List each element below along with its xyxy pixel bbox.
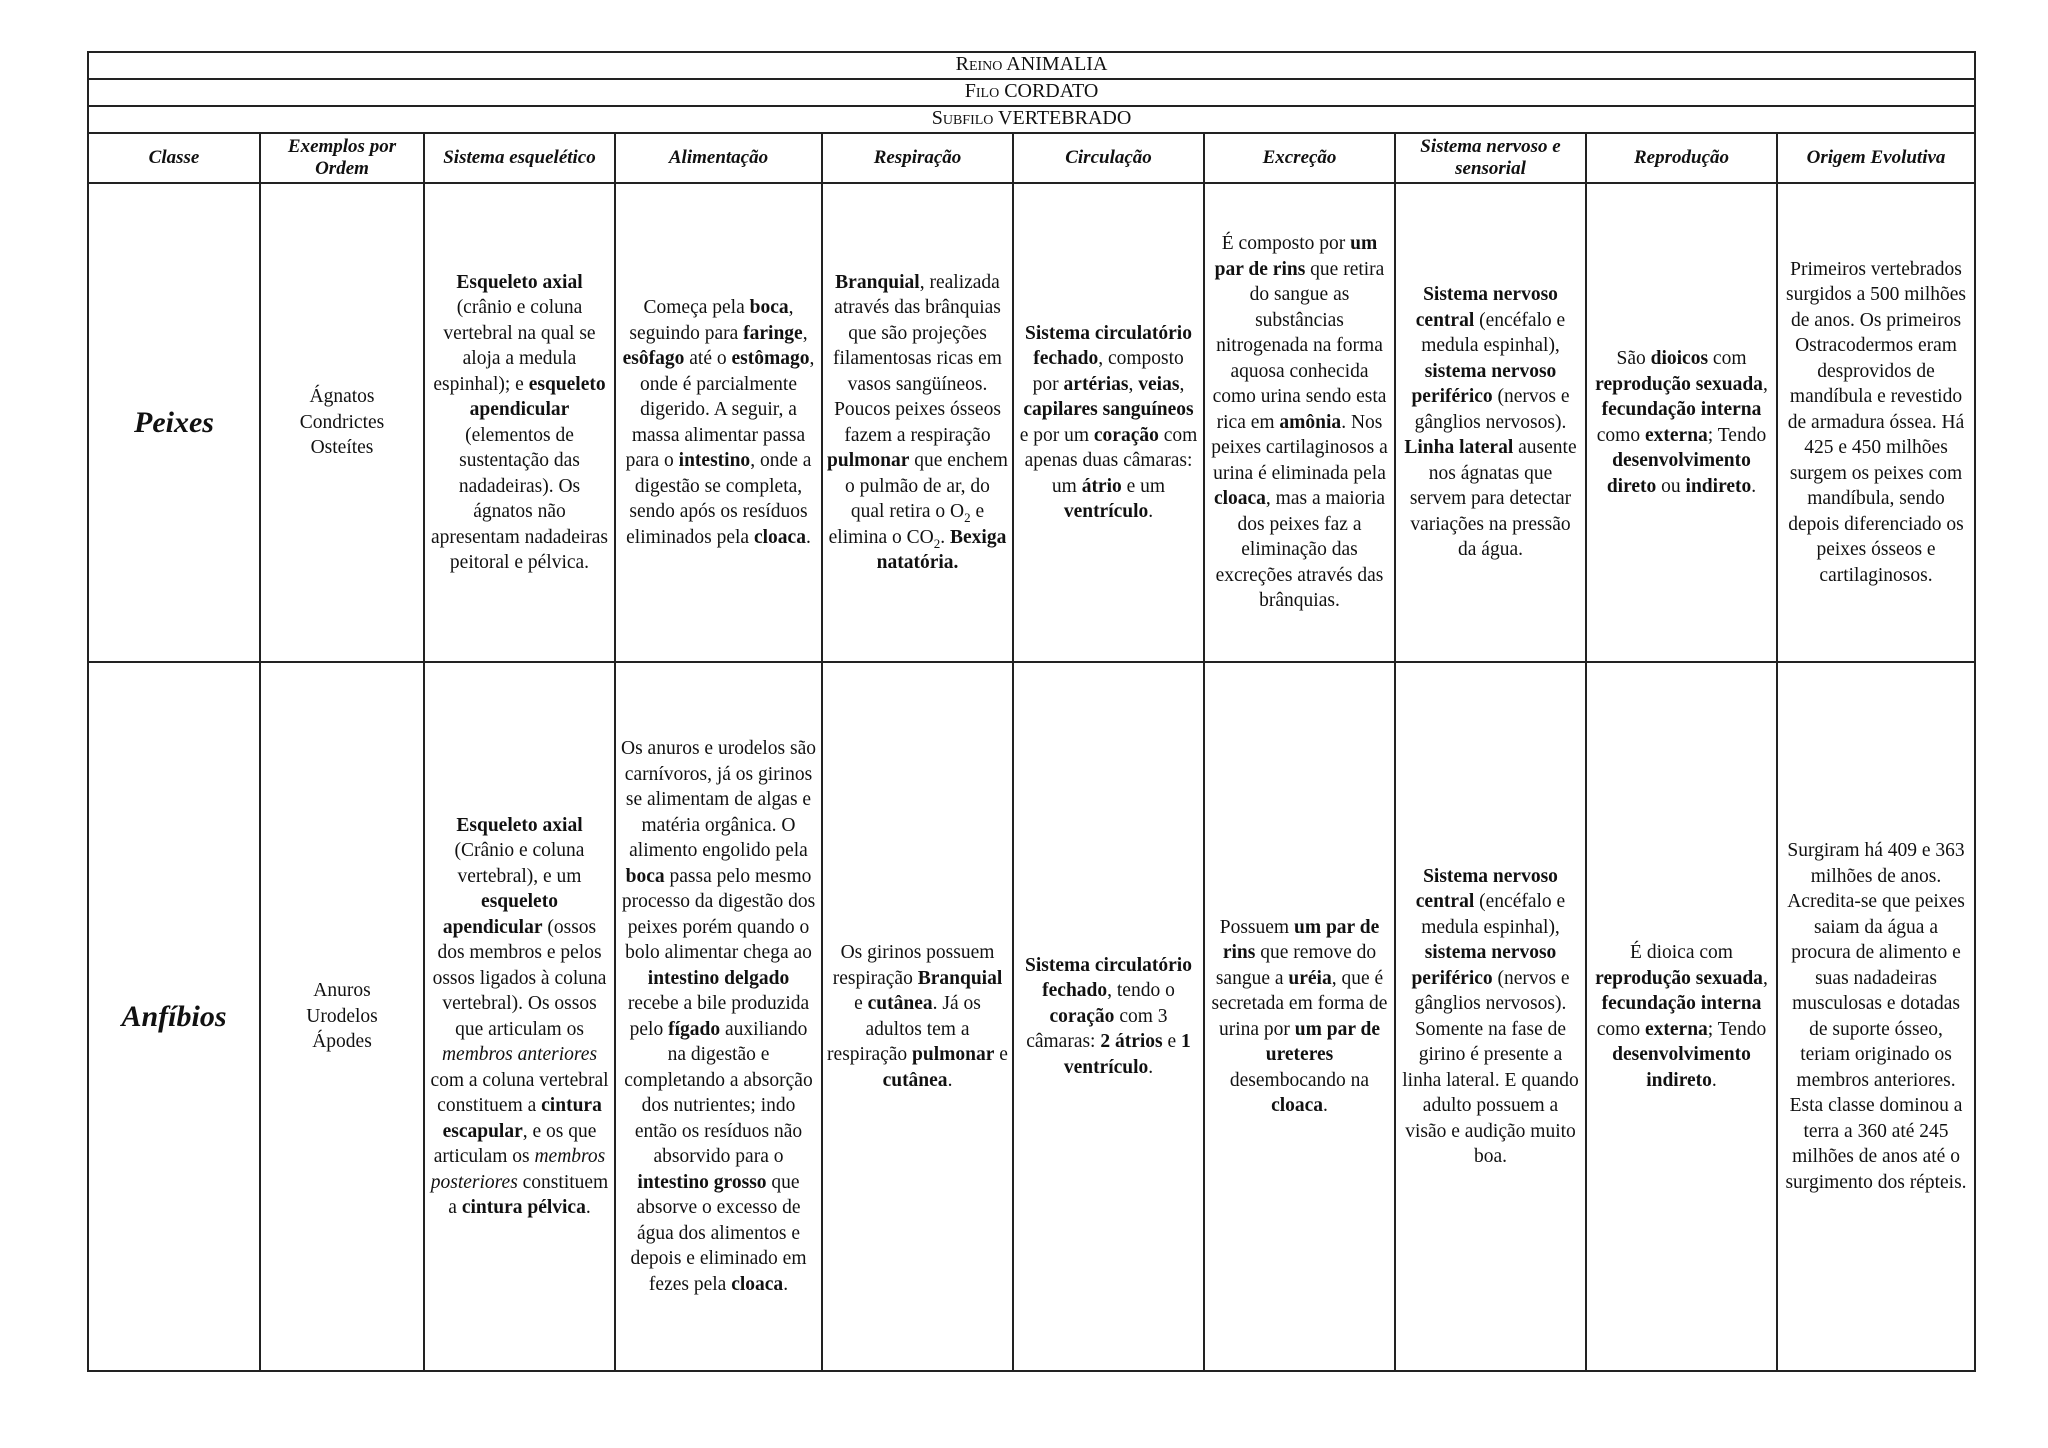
cell-origem-evolutiva bbox=[1777, 183, 1975, 662]
text-segment: Linha lateral bbox=[1404, 437, 1514, 459]
cell-sistema-esqueletico bbox=[424, 662, 615, 1371]
text-segment: (nervos e gânglios nervosos). Somente na fase de girino é presente a linha lateral. E quando adulto possuem a visão e audição muito boa. bbox=[1402, 967, 1579, 1167]
header-classe: Classe bbox=[88, 133, 260, 183]
text-segment: , e os que articulam os bbox=[433, 1120, 597, 1167]
text-segment: pulmonar bbox=[912, 1044, 995, 1065]
taxonomy-table bbox=[87, 51, 1976, 1372]
text-segment: sistema nervoso periférico bbox=[1411, 360, 1557, 408]
text-segment: desenvolvimento direto bbox=[1606, 450, 1751, 497]
header-circulacao: Circulação bbox=[1013, 133, 1204, 183]
header-excrecao: Excreção bbox=[1204, 133, 1395, 183]
cell-circulacao bbox=[1013, 662, 1204, 1371]
text-segment: , bbox=[1762, 967, 1768, 989]
text-segment: cintura pélvica bbox=[461, 1197, 586, 1218]
text-segment: externa bbox=[1644, 424, 1708, 446]
text-segment: um par de rins bbox=[1222, 916, 1380, 963]
text-segment: esôfago bbox=[622, 348, 685, 369]
text-segment: desembocando na bbox=[1229, 1069, 1370, 1091]
text-segment: capilares sanguíneos bbox=[1023, 399, 1194, 420]
text-segment: que absorve o excesso de água dos alimentos e depois e eliminado em fezes pela bbox=[630, 1171, 807, 1295]
text-segment: e bbox=[994, 1044, 1008, 1065]
text-segment: auxiliando na digestão e completando a absorção dos nutrientes; indo então os resíduos não absorvido para o bbox=[624, 1018, 813, 1167]
cell-exemplos bbox=[260, 183, 424, 662]
text-segment: . bbox=[805, 526, 811, 548]
cell-alimentacao bbox=[615, 183, 822, 662]
cell-reproducao bbox=[1586, 183, 1777, 662]
cell-excrecao bbox=[1204, 662, 1395, 1371]
text-segment: esqueleto apendicular bbox=[442, 891, 558, 938]
text-segment: constituem a bbox=[448, 1171, 609, 1218]
text-segment: . bbox=[1323, 1095, 1328, 1116]
text-segment: , onde a digestão se completa, sendo após os resíduos eliminados pela bbox=[626, 450, 812, 548]
text-segment: fígado bbox=[668, 1018, 721, 1040]
text-segment: membros posteriores bbox=[430, 1146, 606, 1193]
text-segment: intestino bbox=[678, 450, 751, 471]
header-alimentacao: Alimentação bbox=[615, 133, 822, 183]
exemplo-item: Condrictes bbox=[299, 411, 385, 433]
table-row bbox=[88, 662, 1975, 1371]
text-segment: Sistema nervoso central bbox=[1415, 865, 1558, 912]
text-segment: . bbox=[940, 526, 950, 548]
text-segment: veias bbox=[1138, 373, 1180, 395]
text-segment: (encéfalo e medula espinhal), bbox=[1421, 309, 1566, 357]
text-segment: sistema nervoso periférico bbox=[1411, 942, 1557, 989]
text-segment: indireto bbox=[1685, 475, 1752, 497]
text-segment: São bbox=[1616, 348, 1651, 369]
text-segment: com 3 câmaras: bbox=[1026, 1005, 1168, 1053]
text-segment: faringe bbox=[743, 322, 803, 344]
text-segment: até o bbox=[684, 348, 732, 369]
text-segment: (ossos dos membros e pelos ossos ligados à coluna vertebral). Os ossos que articulam os bbox=[432, 916, 607, 1040]
text-segment: . Nos peixes cartilaginosos a urina é eliminada pela bbox=[1211, 411, 1388, 484]
exemplo-item: Ápodes bbox=[312, 1031, 372, 1053]
exemplo-item: Anuros bbox=[313, 980, 371, 1002]
text-segment: Bexiga natatória. bbox=[876, 526, 1007, 573]
text-segment: ou bbox=[1656, 475, 1686, 497]
text-segment: pulmonar bbox=[827, 450, 910, 471]
text-segment: . bbox=[1148, 501, 1154, 522]
text-segment: cloaca bbox=[731, 1273, 784, 1295]
text-segment: com bbox=[1708, 348, 1747, 369]
text-segment: Sistema nervoso central bbox=[1415, 284, 1558, 331]
cell-reproducao bbox=[1586, 662, 1777, 1371]
header-exemplos: Exemplos por Ordem bbox=[260, 133, 424, 183]
text-segment: , mas a maioria dos peixes faz a eliminação das excreções através das brânquias. bbox=[1215, 488, 1386, 612]
text-segment: e bbox=[1162, 1031, 1182, 1053]
text-segment: , bbox=[802, 322, 808, 344]
text-segment: Começa pela bbox=[643, 297, 750, 318]
text-segment: cutânea bbox=[867, 993, 933, 1014]
text-segment: um par de rins bbox=[1214, 233, 1378, 280]
exemplo-item: Ágnatos bbox=[309, 386, 375, 408]
text-segment: . bbox=[585, 1197, 591, 1218]
text-segment: externa bbox=[1644, 1018, 1708, 1040]
text-segment: . bbox=[1148, 1056, 1154, 1078]
text-segment: uréia bbox=[1288, 967, 1332, 989]
text-segment: Sistema circulatório fechado bbox=[1025, 322, 1192, 369]
text-segment: . Já os adultos tem a respiração bbox=[827, 993, 981, 1065]
cell-alimentacao bbox=[615, 662, 822, 1371]
exemplo-item: Urodelos bbox=[306, 1005, 378, 1027]
header-reproducao: Reprodução bbox=[1586, 133, 1777, 183]
text-segment: (crânio e coluna vertebral na qual se aloja a medula espinhal); e bbox=[433, 297, 596, 395]
text-segment: com apenas duas câmaras: um bbox=[1024, 424, 1198, 497]
text-segment: boca bbox=[749, 297, 789, 318]
text-segment: Os girinos possuem respiração bbox=[832, 942, 995, 989]
text-segment: Branquial bbox=[917, 967, 1003, 989]
text-segment: , bbox=[1128, 373, 1139, 395]
text-segment: cloaca bbox=[1271, 1095, 1324, 1116]
text-segment: dioicos bbox=[1650, 348, 1709, 369]
text-segment: , bbox=[1179, 373, 1185, 395]
text-segment: É dioica com bbox=[1630, 942, 1733, 963]
text-segment: como bbox=[1596, 424, 1645, 446]
header-respiracao: Respiração bbox=[822, 133, 1013, 183]
table-row bbox=[88, 183, 1975, 662]
cell-sistema-esqueletico bbox=[424, 183, 615, 662]
text-segment: intestino delgado bbox=[647, 967, 790, 989]
cell-respiracao bbox=[822, 662, 1013, 1371]
cell-classe: Peixes bbox=[88, 183, 260, 662]
text-segment: átrio bbox=[1081, 475, 1122, 497]
cell-sistema-nervoso bbox=[1395, 183, 1586, 662]
header-sistema-nervoso: Sistema nervoso e sensorial bbox=[1395, 133, 1586, 183]
text-segment: Esqueleto axial bbox=[456, 814, 583, 836]
text-segment: coração bbox=[1093, 424, 1159, 446]
title-subfilo: SUBFILO VERTEBRADO bbox=[88, 106, 1975, 133]
cell-origem-evolutiva bbox=[1777, 662, 1975, 1371]
text-segment: É composto por bbox=[1221, 233, 1351, 255]
text-segment: reprodução sexuada bbox=[1595, 967, 1763, 989]
text-segment: desenvolvimento indireto bbox=[1612, 1044, 1751, 1091]
cell-respiracao bbox=[822, 183, 1013, 662]
text-segment: ; Tendo bbox=[1707, 1018, 1767, 1040]
text-segment: . bbox=[1751, 475, 1757, 497]
text-segment: intestino grosso bbox=[637, 1171, 767, 1193]
text-segment: passa pelo mesmo processo da digestão dos peixes porém quando o bolo alimentar chega ao bbox=[621, 865, 816, 963]
text-segment: (nervos e gânglios nervosos). bbox=[1414, 386, 1570, 433]
text-segment: como bbox=[1596, 1018, 1645, 1040]
title-reino: REINO ANIMALIA bbox=[88, 52, 1975, 79]
text-segment: , tendo o bbox=[1107, 980, 1175, 1002]
text-segment: cutânea bbox=[882, 1069, 948, 1091]
cell-excrecao bbox=[1204, 183, 1395, 662]
text-segment: artérias bbox=[1063, 373, 1129, 395]
text-segment: e elimina o CO bbox=[828, 501, 985, 548]
text-segment: Sistema circulatório fechado bbox=[1025, 954, 1192, 1002]
text-segment: fecundação interna bbox=[1601, 399, 1762, 420]
text-segment: Esqueleto axial bbox=[456, 271, 583, 293]
text-segment: reprodução sexuada bbox=[1595, 373, 1763, 395]
text-segment: e bbox=[854, 993, 868, 1014]
text-segment: coração bbox=[1049, 1005, 1115, 1027]
text-segment: 1 ventrículo bbox=[1063, 1031, 1191, 1078]
text-segment: que remove do sangue a bbox=[1215, 942, 1377, 989]
text-segment: membros anteriores bbox=[441, 1044, 598, 1065]
cell-exemplos bbox=[260, 662, 424, 1371]
text-segment: Branquial bbox=[835, 271, 920, 293]
text-segment: um par de ureteres bbox=[1265, 1018, 1381, 1065]
text-segment: esqueleto apendicular bbox=[469, 373, 606, 420]
text-segment: (encéfalo e medula espinhal), bbox=[1421, 891, 1566, 938]
text-segment: 2 átrios bbox=[1100, 1031, 1163, 1053]
text-segment: com a coluna vertebral constituem a bbox=[430, 1069, 609, 1116]
exemplo-item: Osteítes bbox=[310, 437, 374, 459]
text-segment: (Crânio e coluna vertebral), e um bbox=[454, 840, 585, 887]
title-filo: FILO CORDATO bbox=[88, 79, 1975, 106]
header-sistema-esqueletico: Sistema esquelético bbox=[424, 133, 615, 183]
text-segment: (elementos de sustentação das nadadeiras). Os ágnatos não apresentam nadadeiras peitoral e pélvica. bbox=[430, 424, 609, 573]
text-segment: Possuem bbox=[1219, 916, 1294, 938]
text-segment: e por um bbox=[1019, 424, 1094, 446]
text-segment: recebe a bile produzida pelo bbox=[627, 993, 810, 1040]
text-segment: 2 bbox=[964, 509, 971, 525]
text-segment: , bbox=[1762, 373, 1768, 395]
text-segment: . bbox=[1711, 1069, 1717, 1091]
text-segment: Surgiram há 409 e 363 milhões de anos. Acredita-se que peixes saiam da água a procura de alimento e suas nadadeiras musculosas e dotadas de suporte ósseo, teriam originado os membros anteriores. Esta classe dominou a terra a 360 até 245 milhões de anos até o surgimento dos répteis. bbox=[1785, 840, 1967, 1193]
text-segment: ; Tendo bbox=[1707, 424, 1767, 446]
text-segment: ventrículo bbox=[1063, 501, 1149, 522]
text-segment: amônia bbox=[1279, 411, 1342, 433]
cell-classe: Anfíbios bbox=[88, 662, 260, 1371]
cell-sistema-nervoso bbox=[1395, 662, 1586, 1371]
text-segment: ausente nos ágnatas que servem para detectar variações na pressão da água. bbox=[1409, 437, 1577, 561]
text-segment: Primeiros vertebrados surgidos a 500 milhões de anos. Os primeiros Ostracodermos eram desprovidos de mandíbula e revestido de armadura óssea. Há 425 e 450 milhões surgem os peixes com mandíbula, sendo depois diferenciado os peixes ósseos e cartilaginosos. bbox=[1786, 258, 1967, 586]
text-segment: , realizada através das brânquias que são projeções filamentosas ricas em vasos sangüíneos. Poucos peixes ósseos fazem a respiração bbox=[833, 271, 1002, 446]
text-segment: Os anuros e urodelos são carnívoros, já os girinos se alimentam de algas e matéria orgânica. O alimento engolido pela bbox=[621, 738, 816, 861]
text-segment: , que é secretada em forma de urina por bbox=[1211, 967, 1388, 1040]
text-segment: cloaca bbox=[753, 526, 806, 548]
text-segment: , seguindo para bbox=[629, 297, 794, 344]
header-origem-evolutiva: Origem Evolutiva bbox=[1777, 133, 1975, 183]
text-segment: fecundação interna bbox=[1601, 993, 1762, 1014]
text-segment: 2 bbox=[933, 535, 941, 551]
text-segment: . bbox=[783, 1273, 789, 1295]
text-segment: cintura escapular bbox=[442, 1095, 602, 1142]
text-segment: que enchem o pulmão de ar, do qual retira o O bbox=[845, 450, 1008, 522]
text-segment: e um bbox=[1121, 475, 1166, 497]
text-segment: , onde é parcialmente digerido. A seguir, a massa alimentar passa para o bbox=[625, 348, 815, 471]
text-segment: boca bbox=[625, 865, 665, 887]
text-segment: . bbox=[947, 1069, 953, 1091]
text-segment: cloaca bbox=[1213, 488, 1266, 510]
text-segment: , composto por bbox=[1032, 348, 1184, 395]
text-segment: estômago bbox=[731, 348, 810, 369]
cell-circulacao bbox=[1013, 183, 1204, 662]
text-segment: que retira do sangue as substâncias nitrogenada na forma aquosa conhecida como urina sendo esta rica em bbox=[1212, 258, 1387, 433]
